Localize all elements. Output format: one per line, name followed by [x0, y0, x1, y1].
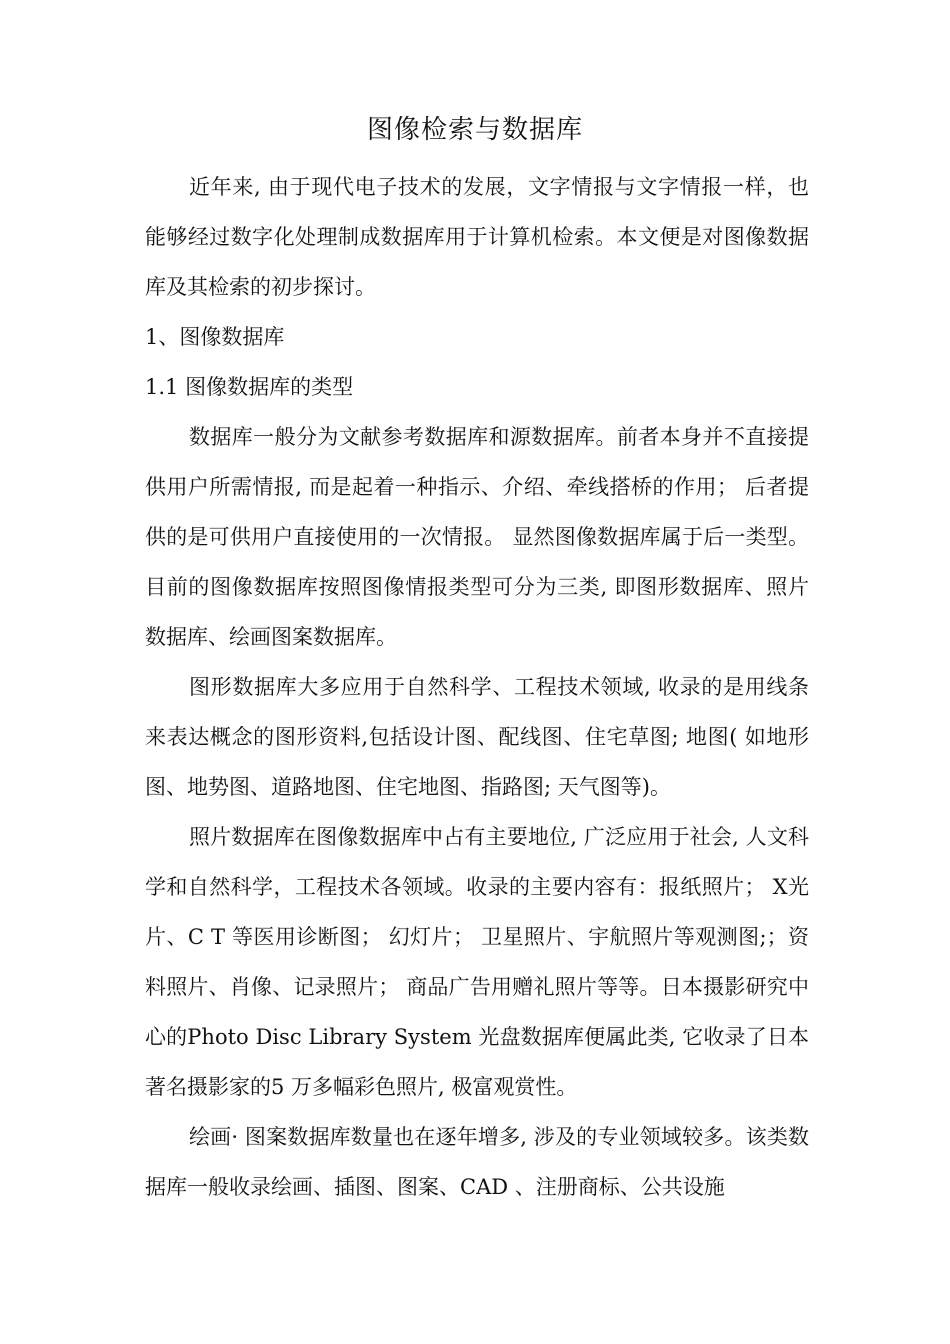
paragraph-drawing-database: 绘画· 图案数据库数量也在逐年增多, 涉及的专业领域较多。该类数据库一般收录绘画、插图、图案、CAD 、注册商标、公共设施 — [145, 1125, 809, 1199]
paragraph-database-types: 数据库一般分为文献参考数据库和源数据库。前者本身并不直接提供用户所需情报, 而是起着一种指示、介绍、牵线搭桥的作用； 后者提供的是可供用户直接使用的一次情报。 显然图像数据库属于后一类型。 目前的图像数据库按照图像情报类型可分为三类, 即图形数据库、照片数据库、绘画图案数据库。 — [145, 425, 809, 649]
paragraph-graphic-database: 图形数据库大多应用于自然科学、工程技术领域, 收录的是用线条来表达概念的图形资料,包括设计图、配线图、住宅草图; 地图( 如地形图、地势图、道路地图、住宅地图、指路图; 天气图等)。 — [145, 675, 809, 799]
paragraph-intro: 近年来, 由于现代电子技术的发展，文字情报与文字情报一样，也能够经过数字化处理制成数据库用于计算机检索。本文便是对图像数据库及其检索的初步探讨。 — [145, 175, 809, 299]
paragraph-photo-database: 照片数据库在图像数据库中占有主要地位, 广泛应用于社会, 人文科学和自然科学，工程技术各领域。收录的主要内容有：报纸照片； X光片、C T 等医用诊断图； 幻灯片； 卫星照片、宇航照片等观测图;；资料照片、肖像、记录照片； 商品广告用赠礼照片等等。日本摄影研究中心的Photo Disc Library System 光盘数据库便属此类, 它收录了日本著名摄影家的5 万多幅彩色照片, 极富观赏性。 — [145, 825, 809, 1099]
document-title: 图像检索与数据库 — [366, 115, 583, 145]
section-heading-1: 1、图像数据库 — [145, 325, 285, 349]
section-heading-1-1: 1.1 图像数据库的类型 — [145, 375, 354, 399]
document-body — [145, 162, 809, 1212]
